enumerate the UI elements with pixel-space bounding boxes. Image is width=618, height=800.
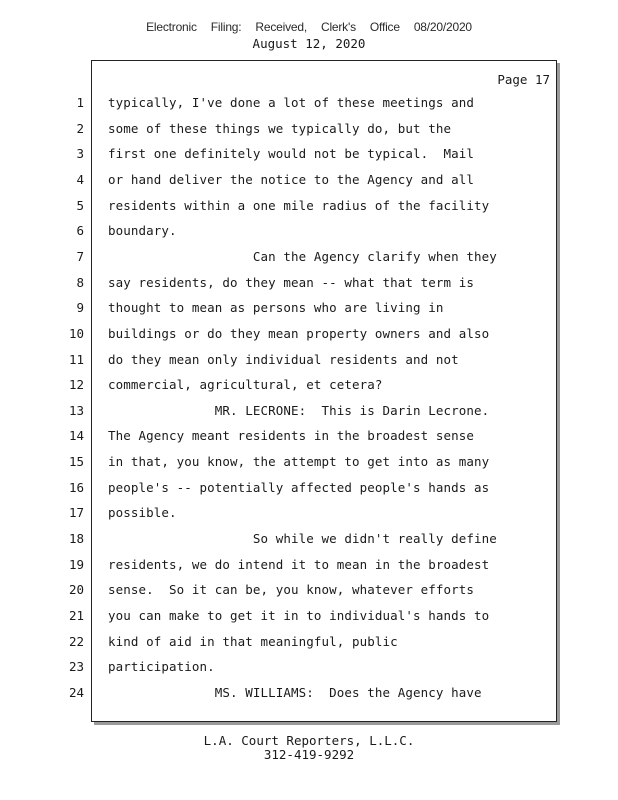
line-number: 10 bbox=[68, 326, 84, 341]
filing-word-4: Clerk's bbox=[320, 20, 356, 34]
transcript-line: MR. LECRONE: This is Darin Lecrone. bbox=[108, 403, 490, 418]
line-number: 7 bbox=[76, 249, 84, 264]
line-number: 1 bbox=[76, 95, 84, 110]
footer-phone: 312-419-9292 bbox=[263, 747, 355, 762]
transcript-line: thought to mean as persons who are living in bbox=[108, 300, 444, 315]
transcript-line: Can the Agency clarify when they bbox=[108, 249, 497, 264]
transcript-date: August 12, 2020 bbox=[252, 36, 366, 51]
transcript-line: possible. bbox=[108, 505, 177, 520]
line-number: 18 bbox=[68, 531, 84, 546]
filing-word-6: 08/20/2020 bbox=[413, 20, 472, 34]
transcript-line: residents, we do intend it to mean in the broadest bbox=[108, 557, 490, 572]
transcript-line: commercial, agricultural, et cetera? bbox=[108, 377, 383, 392]
line-number: 19 bbox=[68, 557, 84, 572]
filing-word-2: Filing: bbox=[210, 20, 242, 34]
transcript-line: buildings or do they mean property owners and also bbox=[108, 326, 490, 341]
page-number: Page 17 bbox=[497, 72, 550, 87]
line-number: 4 bbox=[76, 172, 84, 187]
line-number: 3 bbox=[76, 146, 84, 161]
transcript-line: The Agency meant residents in the broadest sense bbox=[108, 428, 475, 443]
line-number: 11 bbox=[68, 352, 84, 367]
transcript-line: kind of aid in that meaningful, public bbox=[108, 634, 398, 649]
transcript-line: participation. bbox=[108, 659, 215, 674]
transcript-line: residents within a one mile radius of the facility bbox=[108, 198, 490, 213]
line-number: 16 bbox=[68, 480, 84, 495]
line-number: 17 bbox=[68, 505, 84, 520]
transcript-line: people's -- potentially affected people's hands as bbox=[108, 480, 490, 495]
line-number: 15 bbox=[68, 454, 84, 469]
transcript-line: typically, I've done a lot of these meetings and bbox=[108, 95, 475, 110]
transcript-line: do they mean only individual residents and not bbox=[108, 352, 459, 367]
line-number: 24 bbox=[68, 685, 84, 700]
line-number: 9 bbox=[76, 300, 84, 315]
filing-word-5: Office bbox=[369, 20, 400, 34]
line-number: 23 bbox=[68, 659, 84, 674]
line-number: 13 bbox=[68, 403, 84, 418]
line-number: 5 bbox=[76, 198, 84, 213]
line-number: 8 bbox=[76, 275, 84, 290]
line-number: 6 bbox=[76, 223, 84, 238]
transcript-line: some of these things we typically do, but the bbox=[108, 121, 452, 136]
filing-word-3: Received, bbox=[255, 20, 307, 34]
filing-word-1: Electronic bbox=[146, 20, 197, 34]
transcript-line: boundary. bbox=[108, 223, 177, 238]
line-number: 12 bbox=[68, 377, 84, 392]
electronic-filing-stamp bbox=[0, 20, 618, 34]
line-number: 2 bbox=[76, 121, 84, 136]
transcript-line: first one definitely would not be typical. Mail bbox=[108, 146, 475, 161]
transcript-line: MS. WILLIAMS: Does the Agency have bbox=[108, 685, 482, 700]
transcript-line: sense. So it can be, you know, whatever efforts bbox=[108, 582, 475, 597]
transcript-line: or hand deliver the notice to the Agency and all bbox=[108, 172, 475, 187]
transcript-line: say residents, do they mean -- what that term is bbox=[108, 275, 475, 290]
transcript-line: in that, you know, the attempt to get into as many bbox=[108, 454, 490, 469]
footer-company: L.A. Court Reporters, L.L.C. bbox=[203, 733, 415, 748]
transcript-line: So while we didn't really define bbox=[108, 531, 497, 546]
transcript-line: you can make to get it in to individual's hands to bbox=[108, 608, 490, 623]
line-number: 14 bbox=[68, 428, 84, 443]
line-number: 21 bbox=[68, 608, 84, 623]
line-number: 20 bbox=[68, 582, 84, 597]
line-number: 22 bbox=[68, 634, 84, 649]
